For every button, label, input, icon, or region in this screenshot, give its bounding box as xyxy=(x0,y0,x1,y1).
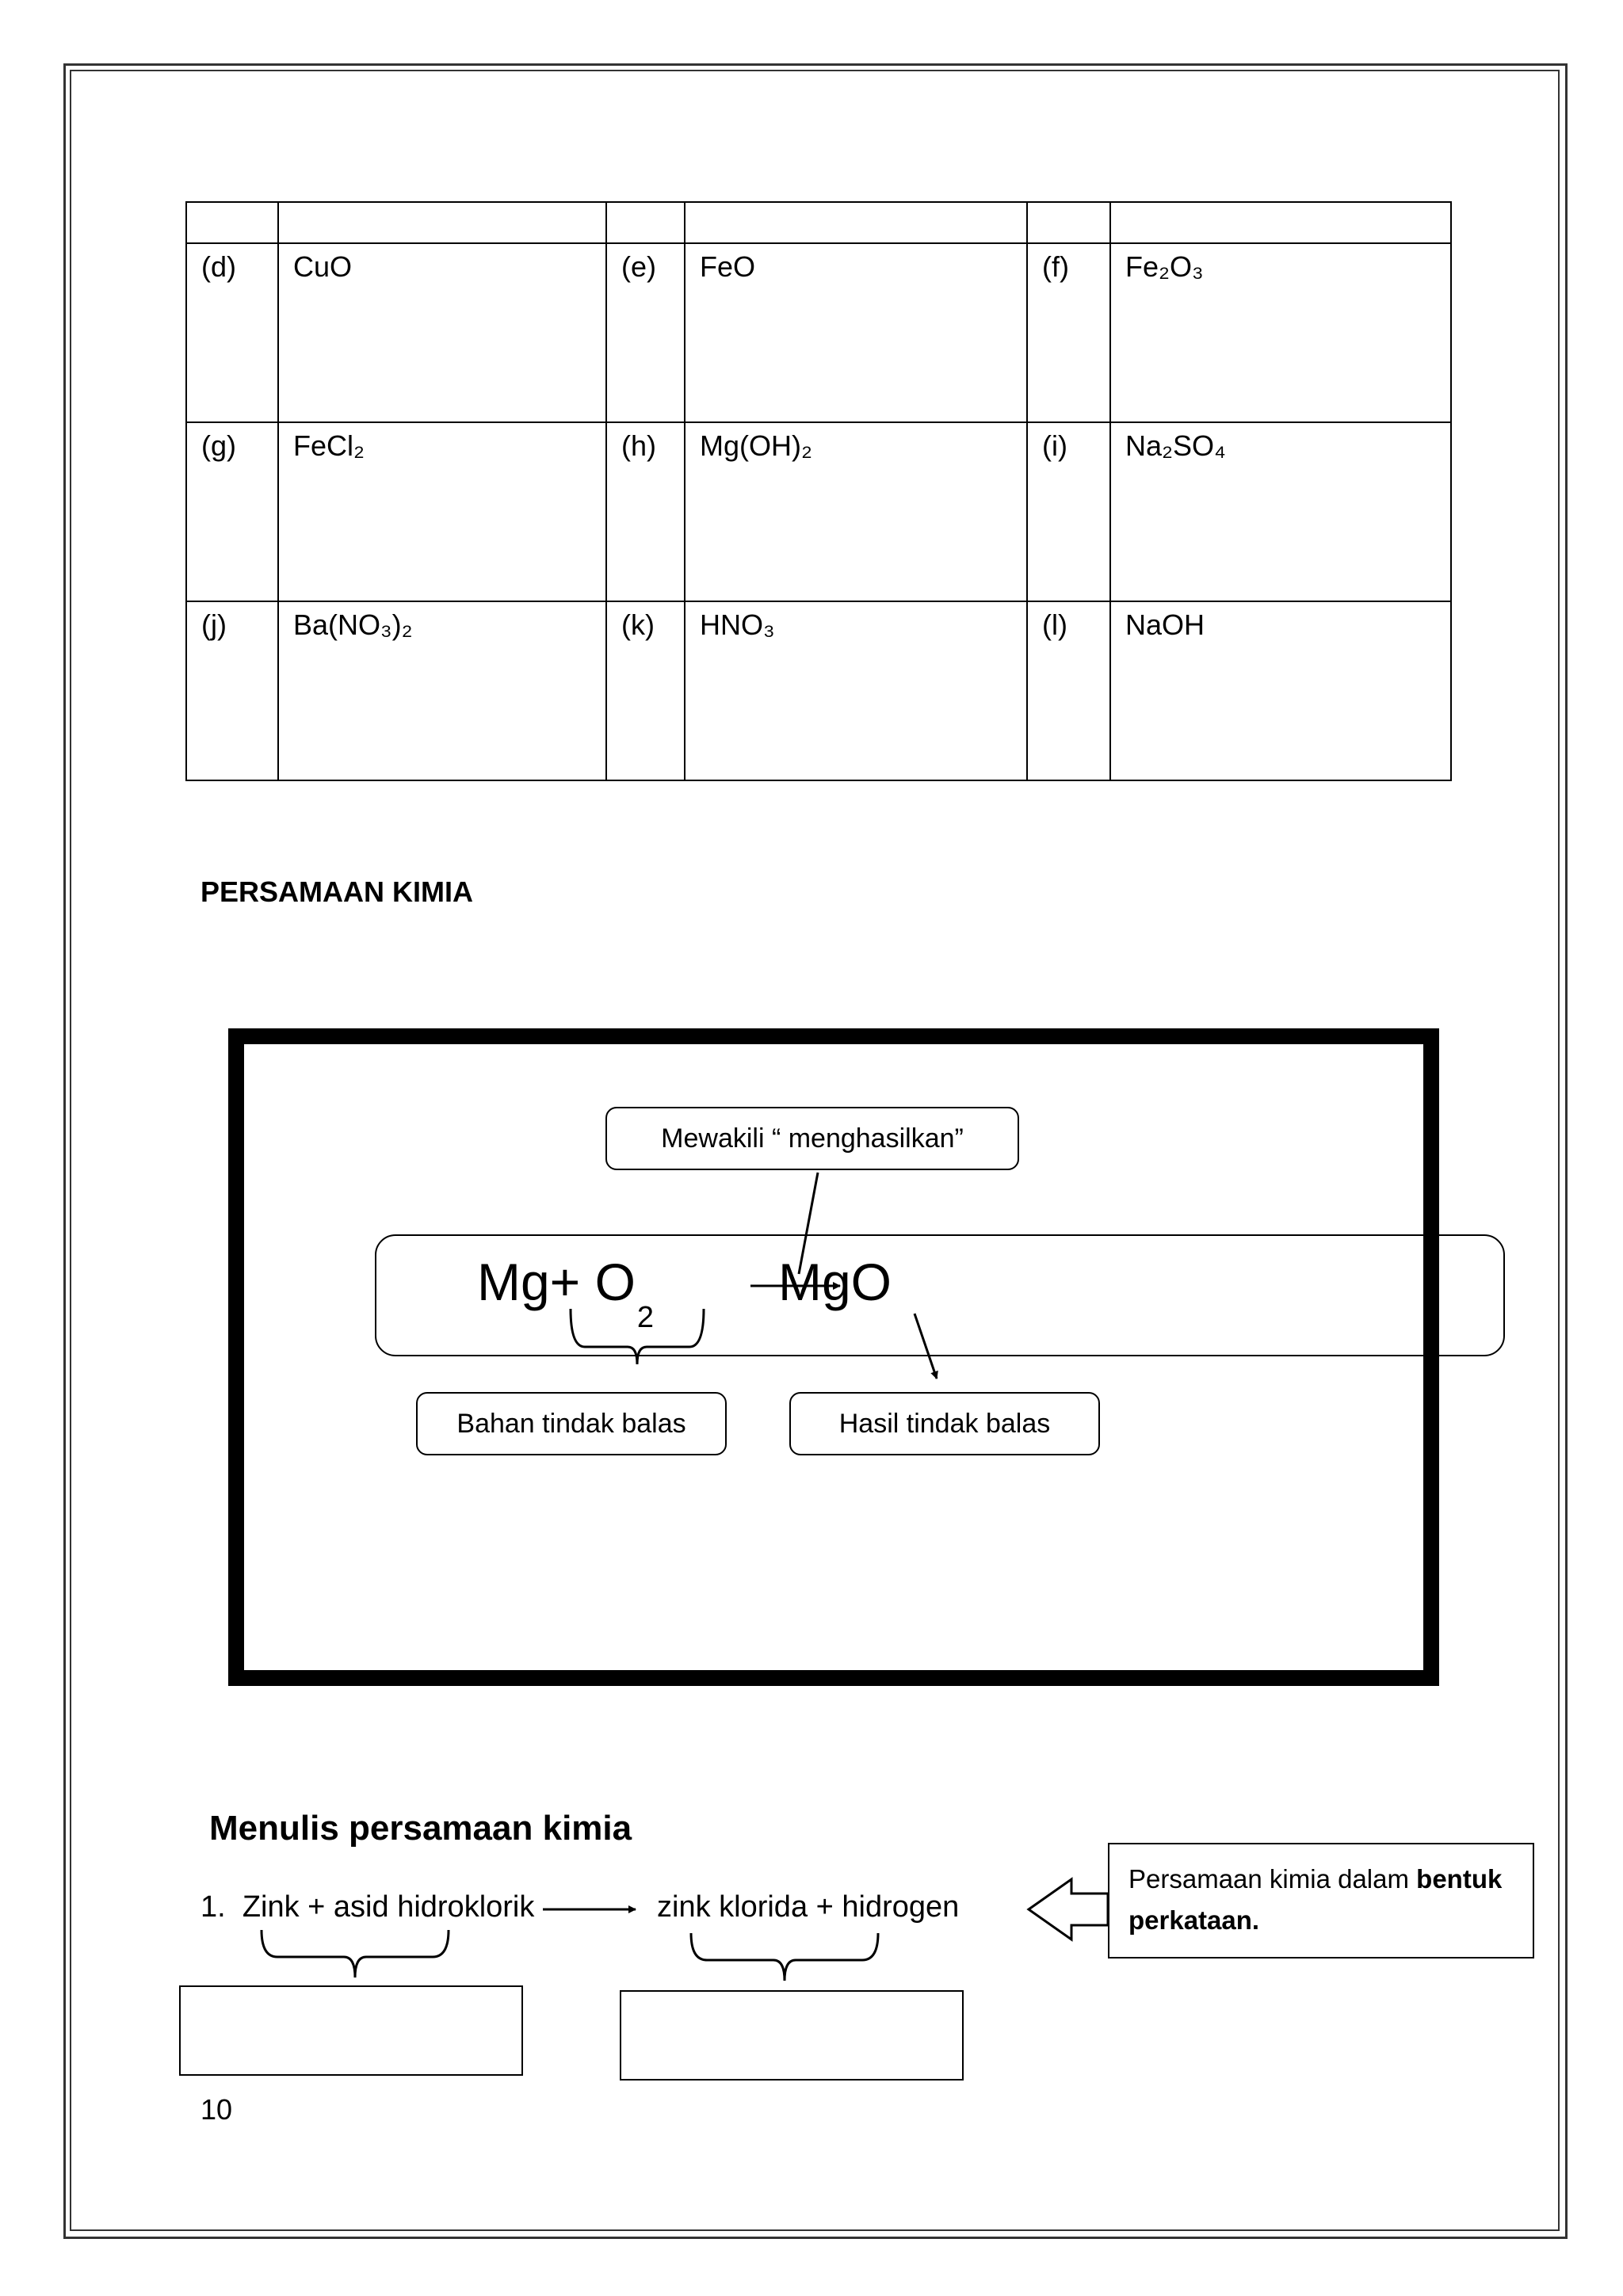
formula-cell: FeCl₂ xyxy=(278,422,606,601)
note-bold: perkataan. xyxy=(1128,1905,1260,1935)
writing-heading: Menulis persamaan kimia xyxy=(209,1809,632,1848)
item-label: (k) xyxy=(606,601,685,780)
reactants-words: Zink + asid hidroklorik xyxy=(242,1890,535,1924)
note-text: Persamaan kimia dalam xyxy=(1128,1864,1417,1894)
item-label: (l) xyxy=(1027,601,1110,780)
product-pointer xyxy=(915,1314,937,1379)
item-label: (i) xyxy=(1027,422,1110,601)
equation-subscript: 2 xyxy=(636,1301,655,1334)
equation-reactants: Mg+ O xyxy=(477,1253,636,1311)
item-label: (e) xyxy=(606,243,685,422)
word-products-brace xyxy=(691,1933,878,1981)
page-number: 10 xyxy=(200,2093,233,2126)
products-words: zink klorida + hidrogen xyxy=(657,1890,960,1924)
formula-cell: NaOH xyxy=(1110,601,1451,780)
formula-cell: Na₂SO₄ xyxy=(1110,422,1451,601)
formula-cell: Ba(NO₃)₂ xyxy=(278,601,606,780)
item-label: (h) xyxy=(606,422,685,601)
label-products: Hasil tindak balas xyxy=(789,1392,1100,1455)
item-number: 1. xyxy=(200,1890,226,1924)
section-title: PERSAMAAN KIMIA xyxy=(200,875,474,908)
callout-produces: Mewakili “ menghasilkan” xyxy=(605,1107,1019,1170)
reactants-brace xyxy=(571,1309,704,1364)
formula-cell: CuO xyxy=(278,243,606,422)
callout-pointer xyxy=(799,1173,818,1274)
label-reactants: Bahan tindak balas xyxy=(416,1392,727,1455)
formula-cell: Mg(OH)₂ xyxy=(685,422,1027,601)
word-reactants-brace xyxy=(262,1930,449,1978)
note-bold: bentuk xyxy=(1416,1864,1503,1894)
equation-product: MgO xyxy=(778,1253,892,1311)
formula-cell: HNO₃ xyxy=(685,601,1027,780)
item-label: (g) xyxy=(186,422,278,601)
formula-cell: Fe₂O₃ xyxy=(1110,243,1451,422)
item-label: (d) xyxy=(186,243,278,422)
formula-cell: FeO xyxy=(685,243,1027,422)
left-arrow-icon xyxy=(1029,1879,1108,1939)
item-label: (f) xyxy=(1027,243,1110,422)
item-label: (j) xyxy=(186,601,278,780)
